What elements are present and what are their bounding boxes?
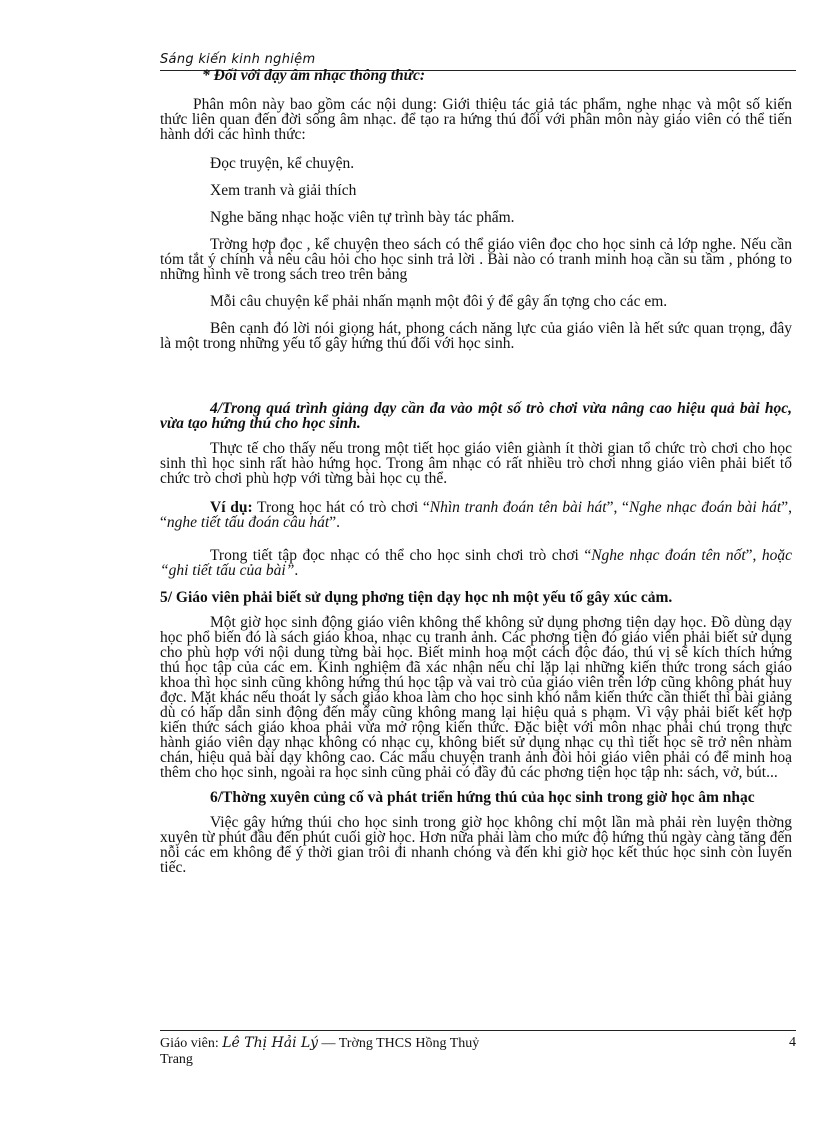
example-1-text-a: Trong học hát có trò chơi “ [252, 499, 430, 516]
example-1-game-2: Nghe nhạc đoán bài hát [628, 499, 782, 516]
example-1-text-e: ”, “ [160, 499, 792, 531]
paragraph-last: Việc gây hứng thúi cho học sinh trong giờ học không chỉ một lần mà phải rèn luyện thờng xuyên từ phút đầu đến phút cuối giờ học. Hơn nữa phải làm cho mức độ hứng thú ngày càng tăng đến nỗi các em không để ý thời gian trôi đi nhanh chóng và đến khi giờ học kết thúc học sinh còn luyến tiếc. [160, 814, 792, 876]
example-label: Ví dụ: [210, 499, 253, 516]
footer-line-2: Trang [160, 1052, 193, 1067]
paragraph-games: Thực tế cho thấy nếu trong một tiết học giáo viên giành ít thời gian tổ chức trò chơi cho học sinh thì học sinh rất hào hứng học. Trong âm nhạc có rất nhiều trò chơi nhng giáo viên phải biết tổ chức trò chơi phù hợp với từng bài học cụ thể. [160, 440, 792, 487]
footer-label: Giáo viên: [160, 1036, 223, 1051]
paragraph-story: Mỗi câu chuyện kể phải nhấn mạnh một đôi ý để gây ấn tợng cho các em. [210, 293, 668, 310]
heading-section-4: 4/Trong quá trình giảng dạy cần đa vào một số trò chơi vừa nâng cao hiệu quả bài học, vừa tạo hứng thú cho học sinh. [160, 400, 792, 432]
header-text: Sáng kiến kinh nghiệm [160, 52, 316, 67]
page-content [160, 64, 792, 875]
paragraph-example-1 [160, 500, 792, 530]
footer-school: — Trờng THCS Hồng Thuỷ [317, 1036, 480, 1051]
example-2-text-e: . [294, 562, 299, 579]
paragraph-intro: Phân môn này bao gồm các nội dung: Giới thiệu tác giả tác phẩm, nghe nhạc và một số kiến thức liên quan đến đời sống âm nhạc. để tạo ra hứng thú đối với phân môn này giáo viên có thể tiến hành dới các hình thức: [160, 96, 792, 143]
heading-section-5: 5/ Giáo viên phải biết sử dụng phơng tiện dạy học nh một yếu tố gây xúc cảm. [160, 589, 673, 606]
heading-section-6: 6/Thờng xuyên củng cố và phát triển hứng thú của học sinh trong giờ học âm nhạc [210, 789, 755, 806]
paragraph-voice: Bên cạnh đó lời nói giọng hát, phong cách năng lực của giáo viên là hết sức quan trọng, đây là một trong những yếu tố gây hứng thú đối với học sinh. [160, 320, 792, 352]
heading-music: * Đối với dạy âm nhạc thông thức: [202, 67, 425, 84]
example-1-text-g: ”. [329, 514, 340, 531]
page-footer [160, 1030, 796, 1068]
example-1-game-1: Nhìn tranh đoán tên bài hát [429, 499, 607, 516]
paragraph-example-2 [160, 548, 792, 578]
example-1-game-3: nghe tiết tấu đoán câu hát [166, 514, 330, 531]
footer-teacher [160, 1035, 479, 1052]
list-item-2: Xem tranh và giải thích [210, 182, 357, 199]
paragraph-tools: Một giờ học sinh động giáo viên không thể không sử dụng phơng tiện dạy học. Đồ dùng dạy học phổ biến đó là sách giáo khoa, nhạc cụ tranh ảnh. Các phơng tiện đó giáo viên phải biết sử dụng cho phù hợp với nội dung từng bài học. Biết minh hoạ một cách độc đáo, thú vị sẽ kích thích hứng thú học tập của các em. Kinh nghiệm đã xác nhận nếu chỉ lặp lại những kiến thức trong sách giáo khoa thì học sinh cũng không hứng thú học tập và vai trò của giáo viên trên lớp cũng không phát huy đợc. Mặt khác nếu thoát ly sách giáo khoa làm cho học sinh khó nắm kiến thức cần thiết thì bài giảng dù có hấp dẫn sinh động đến mấy cũng không mang lại hiệu quả s phạm. Vì vậy phải biết kết hợp kiến thức sách giáo khoa phải vừa mở rộng kiến thức. Đặc biệt với môn nhạc phải chú trọng thực hành giáo viên dạy nhạc không có nhạc cụ, không biết sử dụng nhạc cụ thì tiết học sẽ trở nên nhàm chán, hiệu quả bài dạy không cao. Các mẩu chuyện tranh ảnh đòi hỏi giáo viên phải có để minh hoạ thêm cho học sinh, ngoài ra học sinh cũng phải có đầy đủ các phơng tiện học tập nh: sách, vở, bút... [160, 614, 792, 781]
example-2-game-1: Nghe nhạc đoán tên nốt [591, 547, 746, 564]
list-item-3: Nghe băng nhạc hoặc viên tự trình bày tác phẩm. [210, 209, 515, 226]
example-2-game-2: hoặc “ghi tiết tấu của bài” [160, 547, 792, 579]
paragraph-case: Trờng hợp đọc , kể chuyện theo sách có thể giáo viên đọc cho học sinh cả lớp nghe. Nếu cần tóm tắt ý chính và nêu câu hỏi cho học sinh trả lời . Bài nào có tranh minh hoạ cần su tầm , phóng to những hình vẽ trong sách treo trên bảng [160, 236, 792, 283]
page-number: 4 [789, 1035, 796, 1050]
list-item-1: Đọc truyện, kể chuyện. [210, 155, 355, 172]
example-2-text-c: ”, [745, 547, 762, 564]
footer-author: Lê Thị Hải Lý [222, 1035, 318, 1051]
example-1-text-c: ”, “ [606, 499, 629, 516]
example-2-text-a: Trong tiết tập đọc nhạc có thể cho học sinh chơi trò chơi “ [210, 547, 592, 564]
